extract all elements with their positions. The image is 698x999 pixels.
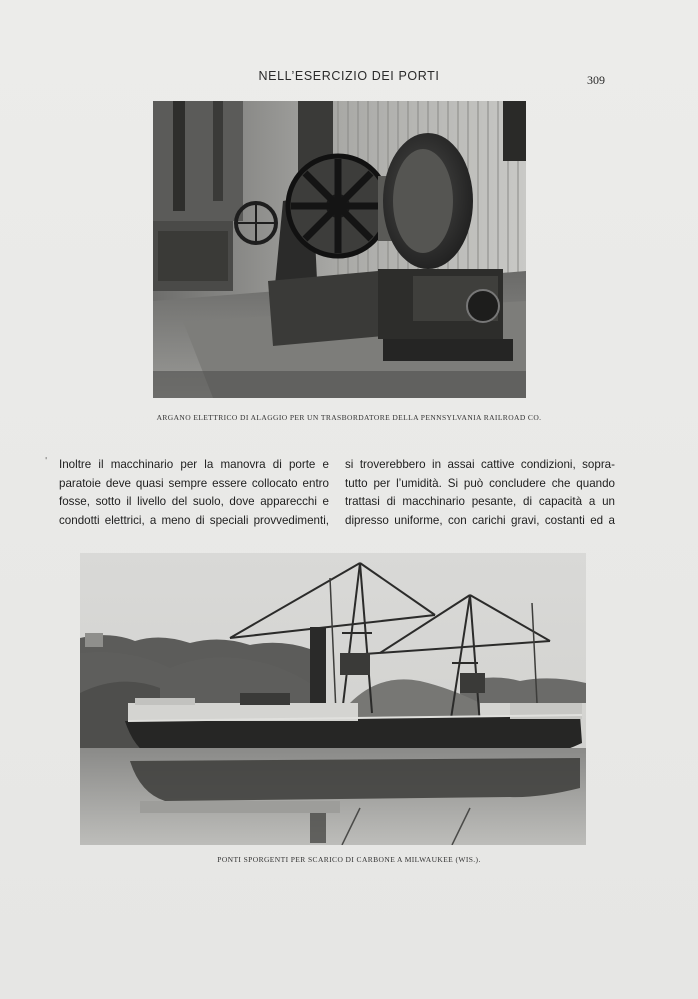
coal-bridges-photo-illustration [80, 553, 586, 845]
text-line: dipresso uniforme, con carichi gravi, costanti ed a [345, 513, 615, 527]
text-line: tutto per l’umidità. Si può concludere che quando [345, 476, 615, 490]
margin-mark: ' [45, 456, 48, 465]
text-line: paratoie deve quasi sempre essere collocato entro [59, 476, 329, 490]
figure-caption-winch: ARGANO ELETTRICO DI ALAGGIO PER UN TRASBORDATORE DELLA PENNSYLVANIA RAILROAD CO. [156, 413, 542, 422]
figure-caption-coal-bridges: PONTI SPORGENTI PER SCARICO DI CARBONE A MILWAUKEE (WIS.). [217, 855, 481, 864]
text-column-left [59, 456, 329, 530]
text-line: Inoltre il macchinario per la manovra di porte e [59, 458, 329, 471]
text-line: fosse, sotto il livello del suolo, dove apparecchi e [59, 495, 329, 508]
text-line: si troverebbero in assai cattive condizioni, sopra- [345, 458, 615, 471]
winch-photo-illustration [153, 101, 526, 398]
winch-photo [153, 101, 526, 398]
text-column-right [345, 456, 615, 530]
running-title: NELL’ESERCIZIO DEI PORTI [258, 69, 440, 83]
coal-bridges-photo [80, 553, 586, 845]
page-number: 309 [587, 73, 605, 87]
text-line: trattasi di macchinario pesante, di capacità a un [345, 495, 615, 508]
text-line: condotti elettrici, a meno di speciali provvedimenti, [59, 513, 329, 527]
